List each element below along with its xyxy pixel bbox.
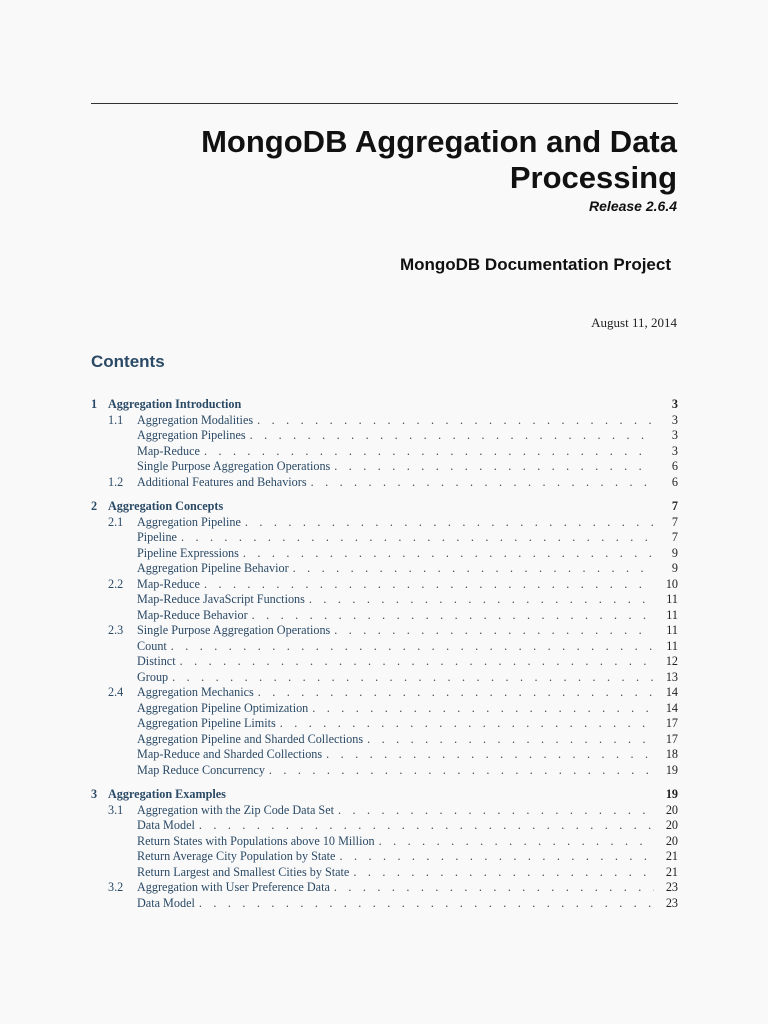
leader-dots — [312, 701, 654, 716]
toc-subsection-entry-label[interactable]: Pipeline Expressions — [137, 545, 239, 560]
toc-section-entry[interactable] — [91, 803, 678, 819]
leader-dots — [311, 475, 654, 490]
toc-section-entry-page: 7 — [671, 514, 678, 529]
leader-dots — [334, 880, 654, 895]
leader-dots — [180, 654, 654, 669]
toc-subsection-entry-page: 14 — [665, 700, 678, 715]
toc-subsection-entry-label[interactable]: Single Purpose Aggregation Operations — [137, 459, 331, 473]
toc-section-entry[interactable] — [91, 413, 678, 429]
toc-chapter — [91, 787, 678, 911]
toc-section-entry[interactable] — [91, 475, 678, 491]
toc-subsection-entry[interactable] — [91, 459, 678, 475]
toc-chapter-entry-label[interactable]: Aggregation Introduction — [108, 397, 242, 411]
toc-subsection-entry-page: 11 — [666, 638, 678, 653]
toc-section-entry-number: 3.2 — [108, 880, 124, 894]
leader-dots — [334, 623, 654, 638]
toc-chapter — [91, 397, 678, 490]
leader-dots — [353, 865, 654, 880]
table-of-contents — [91, 397, 678, 920]
leader-dots — [257, 413, 654, 428]
toc-subsection-entry[interactable] — [91, 701, 678, 717]
leader-dots — [367, 732, 654, 747]
release-label: Release 2.6.4 — [589, 198, 677, 214]
toc-section-entry-label[interactable]: Aggregation with the Zip Code Data Set — [137, 802, 334, 817]
leader-dots — [252, 608, 654, 623]
toc-section-entry-page: 3 — [671, 412, 678, 427]
toc-subsection-entry[interactable] — [91, 732, 678, 748]
leader-dots — [334, 459, 654, 474]
toc-chapter — [91, 499, 678, 778]
toc-subsection-entry-label[interactable]: Aggregation Pipeline Optimization — [137, 700, 309, 715]
toc-section-entry-page: 14 — [665, 685, 678, 699]
toc-subsection-entry-label[interactable]: Aggregation Pipeline Limits — [137, 716, 276, 730]
toc-section-entry-label[interactable]: Aggregation Mechanics — [137, 685, 254, 699]
leader-dots — [309, 592, 654, 607]
leader-dots — [204, 444, 654, 459]
leader-dots — [181, 530, 654, 545]
toc-subsection-entry-page: 21 — [665, 864, 678, 879]
toc-section-entry-page: 10 — [665, 576, 678, 591]
toc-section-entry[interactable] — [91, 623, 678, 639]
toc-subsection-entry[interactable] — [91, 747, 678, 763]
toc-section-entry-page: 11 — [666, 623, 678, 637]
toc-subsection-entry-label[interactable]: Distinct — [137, 654, 176, 668]
leader-dots — [258, 685, 654, 700]
toc-subsection-entry[interactable] — [91, 896, 678, 912]
toc-subsection-entry-page: 18 — [665, 747, 678, 761]
leader-dots — [269, 763, 654, 778]
toc-subsection-entry[interactable] — [91, 670, 678, 686]
toc-subsection-entry[interactable] — [91, 818, 678, 834]
toc-section-entry-label[interactable]: Aggregation Modalities — [137, 412, 254, 427]
toc-subsection-entry-page: 7 — [671, 530, 678, 544]
leader-dots — [172, 670, 654, 685]
toc-chapter-entry-page: 3 — [671, 397, 678, 411]
toc-subsection-entry-label[interactable]: Data Model — [137, 818, 195, 832]
leader-dots — [280, 716, 654, 731]
toc-section-entry-label[interactable]: Additional Features and Behaviors — [137, 474, 307, 489]
toc-subsection-entry-label[interactable]: Map Reduce Concurrency — [137, 762, 265, 777]
leader-dots — [245, 515, 654, 530]
document-title: MongoDB Aggregation and Data Processing — [201, 124, 677, 195]
toc-subsection-entry-label[interactable]: Map-Reduce and Sharded Collections — [137, 747, 323, 761]
toc-section-entry-label[interactable]: Aggregation Pipeline — [137, 514, 241, 529]
author-line: MongoDB Documentation Project — [399, 255, 671, 274]
toc-subsection-entry[interactable] — [91, 849, 678, 865]
toc-chapter-entry[interactable] — [91, 787, 678, 803]
toc-subsection-entry[interactable] — [91, 546, 678, 562]
toc-chapter-entry-label[interactable]: Aggregation Concepts — [108, 499, 224, 513]
toc-subsection-entry[interactable] — [91, 444, 678, 460]
leader-dots — [250, 428, 654, 443]
toc-section-entry[interactable] — [91, 515, 678, 531]
toc-subsection-entry-label[interactable]: Aggregation Pipeline and Sharded Collections — [137, 731, 364, 746]
leader-dots — [339, 849, 654, 864]
toc-subsection-entry-page: 11 — [666, 592, 678, 606]
toc-section-entry-label[interactable]: Map-Reduce — [137, 576, 200, 591]
toc-subsection-entry-page: 11 — [666, 607, 678, 622]
toc-section-entry-page: 23 — [665, 880, 678, 894]
toc-subsection-entry-page: 20 — [665, 818, 678, 832]
leader-dots — [293, 561, 654, 576]
leader-dots — [199, 896, 654, 911]
toc-subsection-entry[interactable] — [91, 763, 678, 779]
toc-subsection-entry-page: 20 — [665, 833, 678, 848]
leader-dots — [379, 834, 654, 849]
toc-section-entry-number: 2.3 — [108, 623, 124, 637]
toc-chapter-entry-number: 2 — [91, 499, 98, 513]
toc-subsection-entry-label[interactable]: Return States with Populations above 10 Million — [137, 833, 375, 848]
toc-subsection-entry-page: 17 — [665, 716, 678, 730]
toc-subsection-entry[interactable] — [91, 561, 678, 577]
toc-section-entry-label[interactable]: Aggregation with User Preference Data — [137, 880, 330, 894]
toc-subsection-entry-label[interactable]: Map-Reduce JavaScript Functions — [137, 592, 305, 606]
toc-chapter-entry-page: 7 — [671, 499, 678, 513]
toc-section-entry-page: 20 — [665, 802, 678, 817]
toc-section-entry-label[interactable]: Single Purpose Aggregation Operations — [137, 623, 331, 637]
contents-heading: Contents — [91, 352, 165, 371]
toc-subsection-entry-page: 9 — [671, 561, 678, 575]
document-date: August 11, 2014 — [591, 315, 677, 330]
leader-dots — [338, 803, 654, 818]
toc-subsection-entry[interactable] — [91, 639, 678, 655]
toc-subsection-entry-label[interactable]: Aggregation Pipeline Behavior — [137, 561, 289, 575]
toc-subsection-entry[interactable] — [91, 716, 678, 732]
toc-subsection-entry-label[interactable]: Map-Reduce Behavior — [137, 607, 248, 622]
leader-dots — [204, 577, 654, 592]
toc-chapter-entry-label[interactable]: Aggregation Examples — [108, 787, 226, 801]
toc-section-entry-number: 2.2 — [108, 576, 124, 591]
toc-subsection-entry-page: 17 — [665, 731, 678, 746]
toc-subsection-entry-label[interactable]: Data Model — [137, 895, 195, 910]
toc-subsection-entry-page: 23 — [665, 895, 678, 910]
toc-subsection-entry-page: 12 — [665, 654, 678, 668]
toc-section-entry-number: 2.4 — [108, 685, 124, 699]
toc-section-entry-number: 1.1 — [108, 412, 124, 427]
leader-dots — [243, 546, 654, 561]
toc-subsection-entry[interactable] — [91, 608, 678, 624]
toc-subsection-entry-label[interactable]: Return Largest and Smallest Cities by State — [137, 864, 350, 879]
toc-subsection-entry-label[interactable]: Group — [137, 669, 169, 684]
toc-subsection-entry-page: 21 — [665, 849, 678, 863]
toc-subsection-entry-page: 3 — [671, 428, 678, 442]
leader-dots — [326, 747, 654, 762]
toc-section-entry[interactable] — [91, 577, 678, 593]
toc-subsection-entry-label[interactable]: Pipeline — [137, 530, 177, 544]
toc-subsection-entry-page: 19 — [665, 762, 678, 777]
toc-subsection-entry[interactable] — [91, 592, 678, 608]
toc-chapter-entry-number: 1 — [91, 397, 98, 411]
header-rule — [91, 103, 678, 104]
toc-section-entry[interactable] — [91, 685, 678, 701]
toc-subsection-entry-label[interactable]: Return Average City Population by State — [137, 849, 336, 863]
toc-subsection-entry-label[interactable]: Aggregation Pipelines — [137, 428, 246, 442]
toc-subsection-entry-page: 3 — [671, 443, 678, 458]
leader-dots — [171, 639, 654, 654]
toc-subsection-entry-label[interactable]: Count — [137, 638, 167, 653]
toc-subsection-entry-page: 9 — [671, 545, 678, 560]
toc-subsection-entry[interactable] — [91, 865, 678, 881]
toc-chapter-entry[interactable] — [91, 499, 678, 515]
toc-subsection-entry[interactable] — [91, 834, 678, 850]
toc-section-entry-number: 2.1 — [108, 514, 124, 529]
toc-section-entry[interactable] — [91, 880, 678, 896]
toc-chapter-entry-number: 3 — [91, 787, 98, 801]
toc-subsection-entry[interactable] — [91, 654, 678, 670]
toc-subsection-entry-page: 13 — [665, 669, 678, 684]
toc-section-entry-page: 6 — [671, 474, 678, 489]
toc-chapter-entry[interactable] — [91, 397, 678, 413]
toc-section-entry-number: 1.2 — [108, 474, 124, 489]
toc-subsection-entry-page: 6 — [671, 459, 678, 473]
toc-subsection-entry-label[interactable]: Map-Reduce — [137, 443, 200, 458]
leader-dots — [199, 818, 654, 833]
toc-section-entry-number: 3.1 — [108, 802, 124, 817]
toc-chapter-entry-page: 19 — [665, 787, 678, 801]
toc-subsection-entry[interactable] — [91, 428, 678, 444]
toc-subsection-entry[interactable] — [91, 530, 678, 546]
